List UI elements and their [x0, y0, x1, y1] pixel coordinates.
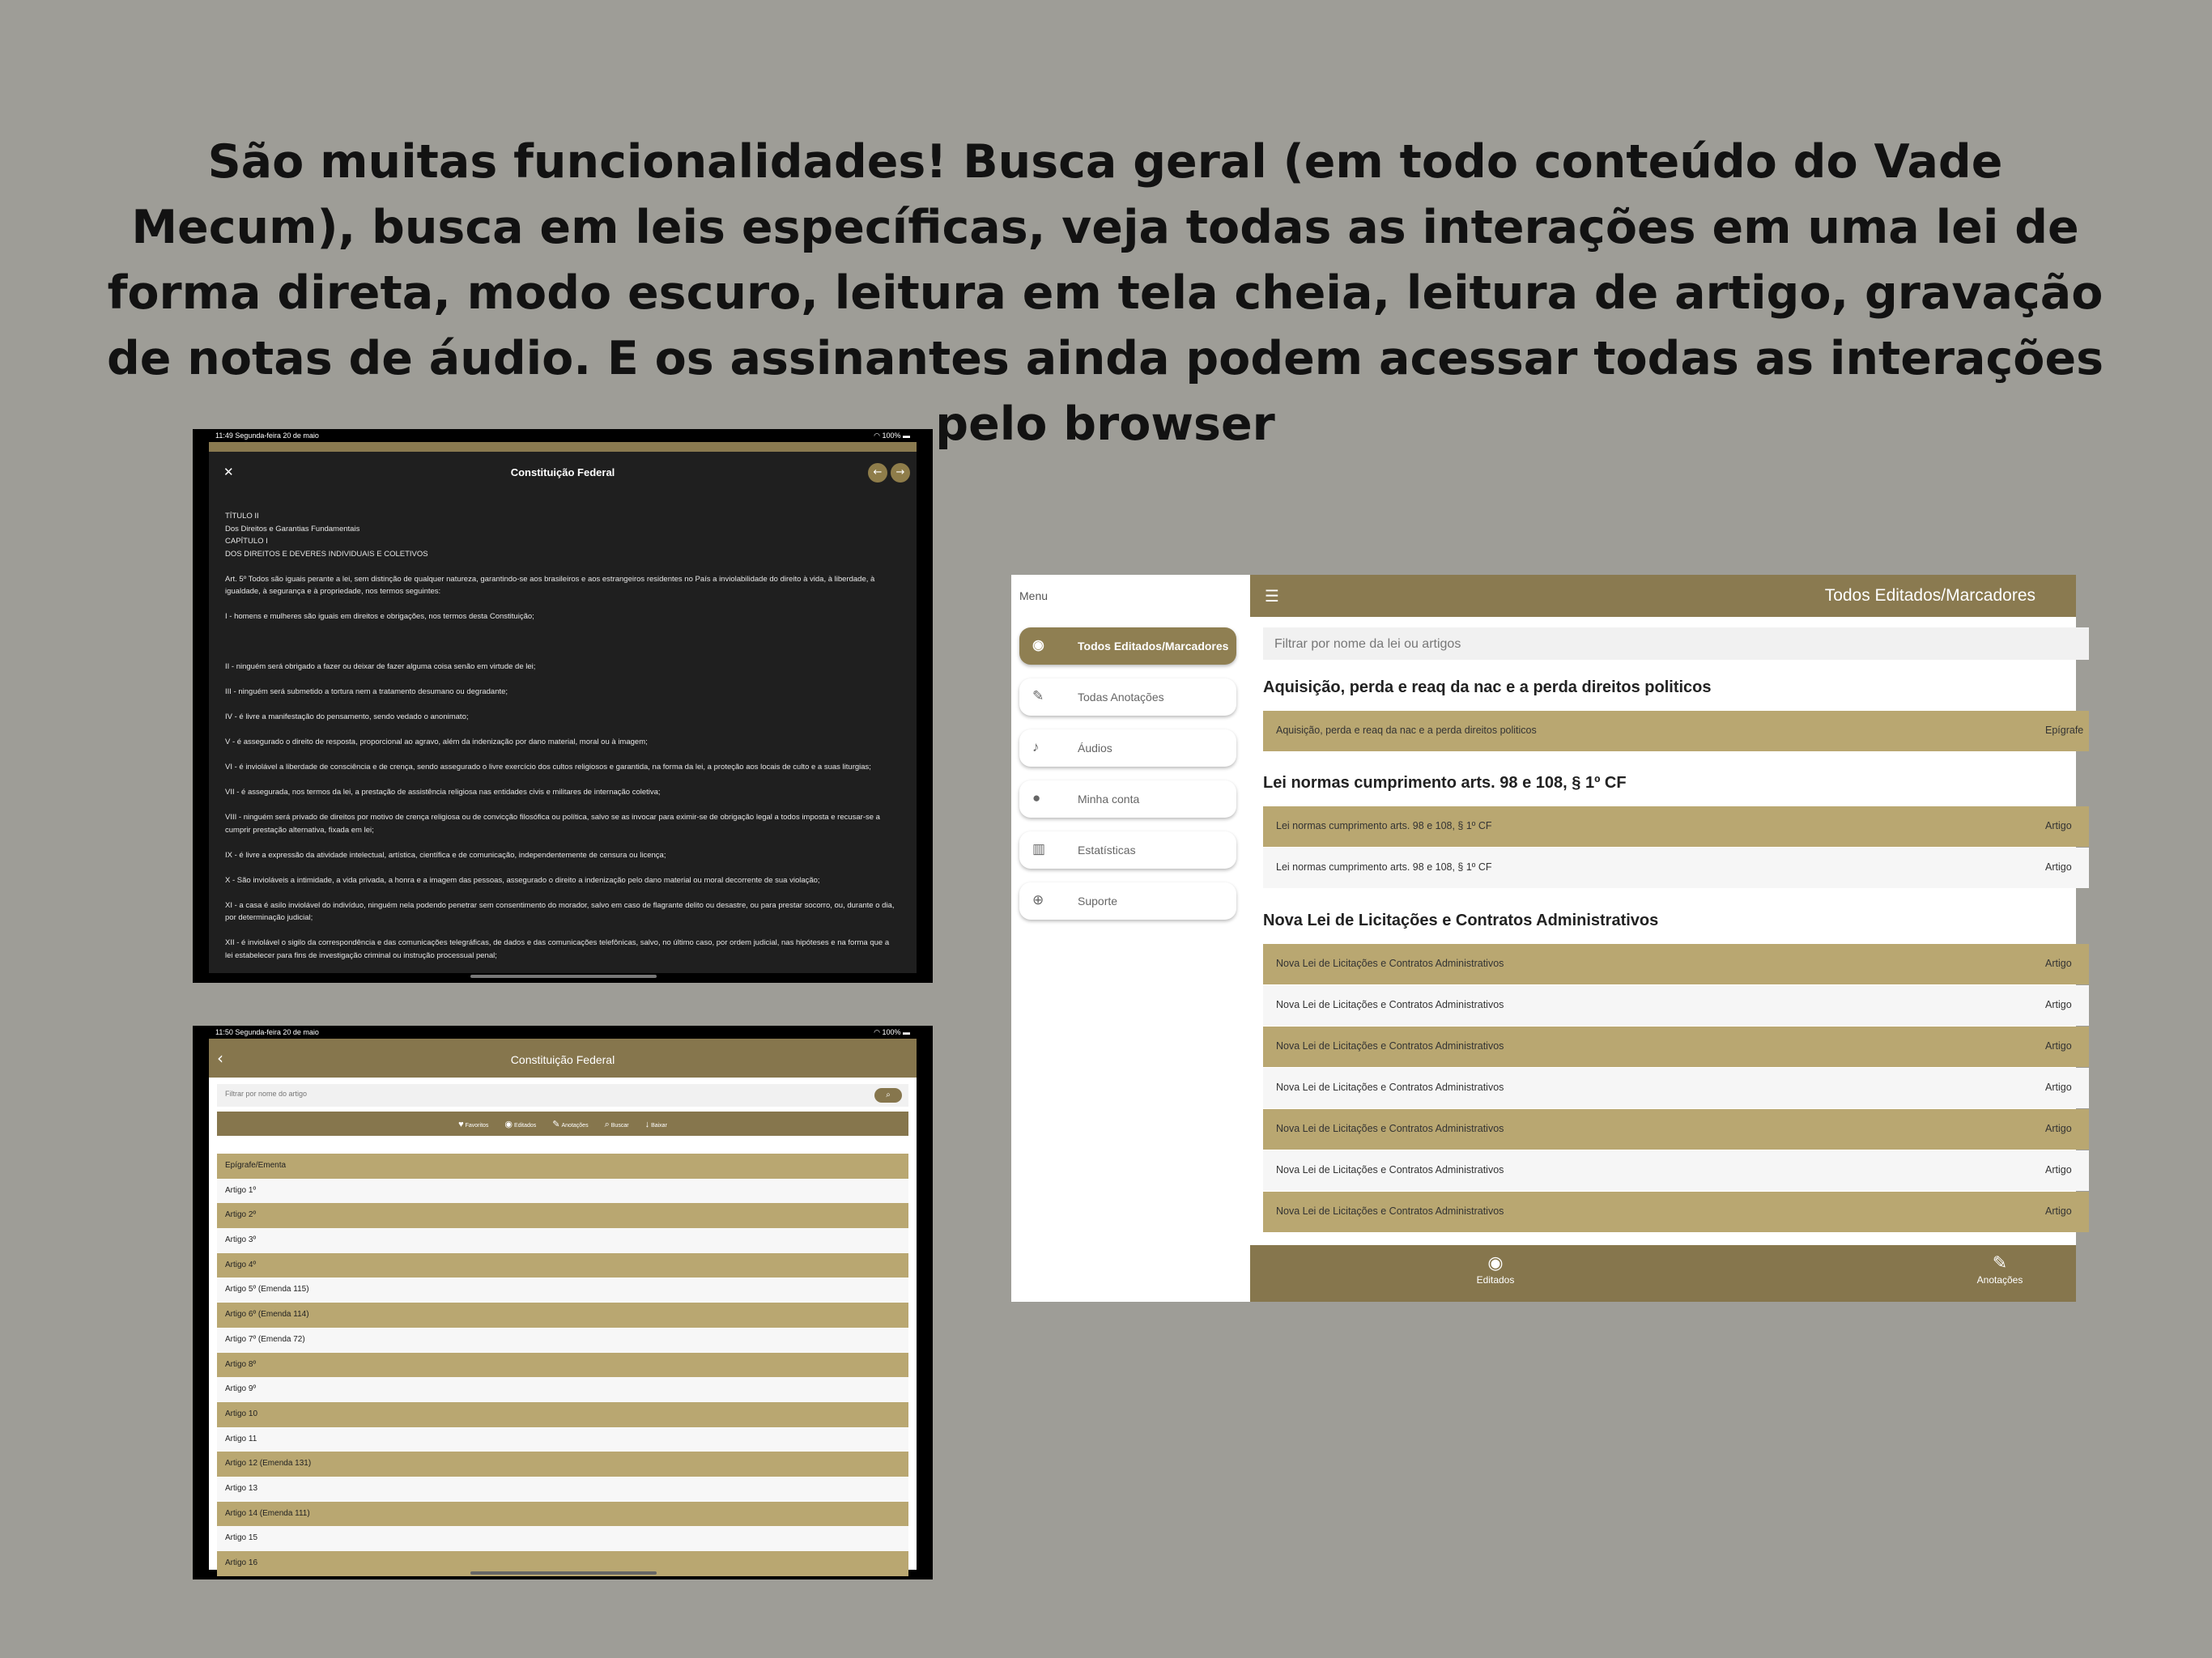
status-battery: ◠ 100% ▬: [874, 1028, 910, 1036]
arrow-left-icon: ←: [873, 466, 883, 478]
edited-row[interactable]: [1263, 806, 2089, 847]
article-row[interactable]: Artigo 4º: [217, 1253, 908, 1278]
edited-row-type: Artigo: [2045, 958, 2072, 969]
edited-row-type: Artigo: [2045, 1040, 2072, 1052]
bottom-navigation: [1250, 1245, 2076, 1302]
section-title: Nova Lei de Licitações e Contratos Administrativos: [1263, 912, 1659, 929]
sidebar-item-label: Todas Anotações: [1078, 691, 1164, 704]
toolbar-label: Baixar: [651, 1123, 667, 1129]
pencil-icon: ✎: [1032, 688, 1044, 704]
status-battery: ◠ 100% ▬: [874, 432, 910, 440]
palette-icon: ◉: [504, 1120, 513, 1129]
close-icon[interactable]: ✕: [223, 465, 234, 479]
toolbar-favoritos[interactable]: [458, 1120, 488, 1129]
battery-icon: ▬: [903, 432, 910, 440]
reader-heading-line: Dos Direitos e Garantias Fundamentais: [225, 524, 360, 534]
search-button[interactable]: [874, 1088, 902, 1103]
sidebar-item-label: Todos Editados/Marcadores: [1078, 640, 1229, 653]
reader-heading-line: TÍTULO II: [225, 512, 259, 521]
article-row[interactable]: Artigo 10: [217, 1402, 908, 1427]
status-bar: [193, 1026, 933, 1039]
bottom-tab-editados[interactable]: [1447, 1252, 1544, 1286]
articles-toolbar: [217, 1112, 908, 1136]
person-icon: ●: [1032, 790, 1041, 806]
article-filter-input[interactable]: [223, 1089, 793, 1099]
edited-row-name: Nova Lei de Licitações e Contratos Administrativos: [1276, 1205, 1504, 1217]
article-row[interactable]: Artigo 16: [217, 1551, 908, 1576]
toolbar-label: Favoritos: [465, 1123, 489, 1129]
edited-row-type: Artigo: [2045, 820, 2072, 831]
article-row[interactable]: Artigo 5º (Emenda 115): [217, 1278, 908, 1303]
toolbar-label: Buscar: [610, 1123, 629, 1129]
article-row[interactable]: Artigo 7º (Emenda 72): [217, 1328, 908, 1353]
edited-row-name: Nova Lei de Licitações e Contratos Administrativos: [1276, 1040, 1504, 1052]
article-row[interactable]: Artigo 8º: [217, 1353, 908, 1378]
toolbar-label: Anotações: [561, 1123, 589, 1129]
page-title: Todos Editados/Marcadores: [1824, 586, 2035, 605]
search-icon: ⌕: [604, 1120, 610, 1129]
edited-row-type: Artigo: [2045, 1205, 2072, 1217]
article-row[interactable]: Artigo 3º: [217, 1228, 908, 1253]
sidebar-item-todos-editados-marcadores[interactable]: [1019, 627, 1236, 665]
law-filter: [1263, 627, 2089, 660]
main-content: [1250, 575, 2084, 1302]
reader-paragraph: III - ninguém será submetido a tortura nem a tratamento desumano ou degradante;: [225, 687, 508, 696]
edited-row-name: Lei normas cumprimento arts. 98 e 108, § 1º CF: [1276, 861, 1492, 873]
sidebar-item-label: Estatísticas: [1078, 844, 1136, 857]
support-icon: ⊕: [1032, 892, 1044, 908]
top-app-bar: [1250, 575, 2076, 617]
sidebar-item-label: Áudios: [1078, 742, 1112, 755]
previous-article-button[interactable]: [868, 463, 887, 483]
article-row[interactable]: Artigo 15: [217, 1526, 908, 1551]
article-row[interactable]: Artigo 2º: [217, 1203, 908, 1228]
home-indicator: [470, 975, 657, 978]
reader-heading-line: CAPÍTULO I: [225, 537, 268, 546]
sidebar-item--udios[interactable]: [1019, 729, 1236, 767]
sidebar-item-estat-sticas[interactable]: [1019, 831, 1236, 869]
edited-row-type: Artigo: [2045, 999, 2072, 1010]
pencil-icon: ✎: [552, 1120, 560, 1129]
reader-paragraph: [225, 636, 897, 648]
article-row[interactable]: Artigo 9º: [217, 1377, 908, 1402]
reader-paragraph: I - homens e mulheres são iguais em direitos e obrigações, nos termos desta Constituição;: [225, 612, 534, 621]
heart-icon: ♥: [458, 1120, 464, 1129]
sidebar-item-label: Suporte: [1078, 895, 1118, 908]
music-note-icon: ♪: [1032, 739, 1040, 755]
reader-paragraph: XI - a casa é asilo inviolável do indivíduo, ninguém nela podendo penetrar sem consentimento do morador, salvo em caso de flagrante delito ou desastre, ou para prestar socorro, ou, durante o dia, por determinação judicial;: [225, 900, 895, 922]
article-row[interactable]: Artigo 14 (Emenda 111): [217, 1502, 908, 1527]
search-icon: ⌕: [886, 1090, 891, 1099]
wifi-icon: ◠: [874, 1028, 883, 1036]
article-row[interactable]: Epígrafe/Ementa: [217, 1154, 908, 1179]
bottom-tab-anotações[interactable]: [1951, 1252, 2048, 1286]
reader-paragraph: VII - é assegurada, nos termos da lei, a prestação de assistência religiosa nas entidades civis e militares de internação coletiva;: [225, 788, 661, 797]
article-row[interactable]: Artigo 6º (Emenda 114): [217, 1303, 908, 1328]
wifi-icon: ◠: [874, 432, 883, 440]
reader-paragraph: VI - é inviolável a liberdade de consciência e de crença, sendo assegurado o livre exercício dos cultos religiosos e garantida, na forma da lei, a proteção aos locais de culto e a suas liturgias;: [225, 763, 871, 772]
edited-row[interactable]: [1263, 1068, 2089, 1108]
reader-paragraph: II - ninguém será obrigado a fazer ou deixar de fazer alguma coisa senão em virtude de lei;: [225, 662, 536, 671]
palette-icon: ◉: [1487, 1252, 1504, 1273]
article-row[interactable]: Artigo 12 (Emenda 131): [217, 1452, 908, 1477]
edited-row-name: Lei normas cumprimento arts. 98 e 108, § 1º CF: [1276, 820, 1492, 831]
edited-row[interactable]: [1263, 1027, 2089, 1067]
reader-paragraph: V - é assegurado o direito de resposta, proporcional ao agravo, além da indenização por dano material, moral ou à imagem;: [225, 738, 648, 746]
reader-top-accent: [209, 442, 917, 452]
section-title: Lei normas cumprimento arts. 98 e 108, § 1º CF: [1263, 774, 1627, 792]
bottom-tab-label: Editados: [1476, 1274, 1515, 1286]
edited-row[interactable]: [1263, 711, 2089, 751]
sidebar-item-todas-anota-es[interactable]: [1019, 678, 1236, 716]
status-time: 11:49 Segunda-feira 20 de maio: [215, 432, 319, 440]
articles-panel: [209, 1039, 917, 1570]
edited-row-type: Artigo: [2045, 1123, 2072, 1134]
articles-title: Constituição Federal: [510, 1053, 615, 1066]
toolbar-anotações[interactable]: [552, 1119, 588, 1129]
status-time: 11:50 Segunda-feira 20 de maio: [215, 1028, 319, 1036]
pencil-icon: ✎: [1992, 1252, 2008, 1273]
reader-paragraph: XII - é inviolável o sigilo da correspondência e das comunicações telegráficas, de dados e das comunicações telefônicas, salvo, no último caso, por ordem judicial, nas hipóteses e na forma que a lei estabelecer para fins de investigação criminal ou instrução processual penal;: [225, 938, 890, 960]
sidebar-item-suporte[interactable]: [1019, 882, 1236, 920]
chart-icon: ▥: [1032, 841, 1046, 857]
edited-row-type: Artigo: [2045, 861, 2072, 873]
battery-icon: ▬: [903, 1028, 910, 1036]
palette-icon: ◉: [1032, 637, 1044, 653]
reader-paragraph: IV - é livre a manifestação do pensamento, sendo vedado o anonimato;: [225, 712, 469, 721]
edited-row-name: Nova Lei de Licitações e Contratos Administrativos: [1276, 1164, 1504, 1175]
arrow-right-icon: →: [895, 466, 905, 478]
back-icon[interactable]: ‹: [217, 1048, 223, 1068]
edited-row-type: Epígrafe: [2045, 725, 2084, 736]
law-filter-input[interactable]: [1273, 636, 2005, 653]
toolbar-baixar[interactable]: [645, 1120, 667, 1129]
edited-row-name: Aquisição, perda e reaq da nac e a perda direitos politicos: [1276, 725, 1537, 736]
edited-row-name: Nova Lei de Licitações e Contratos Administrativos: [1276, 1123, 1504, 1134]
sidebar-item-minha-conta[interactable]: [1019, 780, 1236, 818]
web-app: [1011, 575, 2084, 1302]
reader-heading-line: DOS DIREITOS E DEVERES INDIVIDUAIS E COLETIVOS: [225, 549, 428, 559]
edited-row-type: Artigo: [2045, 1082, 2072, 1093]
edited-row[interactable]: [1263, 944, 2089, 984]
edited-row[interactable]: [1263, 848, 2089, 888]
next-article-button[interactable]: [891, 463, 910, 483]
article-row[interactable]: Artigo 13: [217, 1477, 908, 1502]
bottom-tab-label: Anotações: [1976, 1274, 2023, 1286]
reader-paragraph: X - São invioláveis a intimidade, a vida privada, a honra e a imagem das pessoas, assegurado o direito a indenização pelo dano material ou moral decorrente de sua violação;: [225, 875, 820, 885]
edited-row-type: Artigo: [2045, 1164, 2072, 1175]
reader-paragraph: IX - é livre a expressão da atividade intelectual, artística, científica e de comunicação, independentemente de censura ou licença;: [225, 850, 666, 860]
edited-row[interactable]: [1263, 1150, 2089, 1191]
home-indicator: [470, 1571, 657, 1575]
article-filter: [217, 1084, 908, 1107]
reader-panel: [209, 442, 917, 973]
article-row[interactable]: Artigo 11: [217, 1427, 908, 1452]
toolbar-label: Editados: [514, 1123, 537, 1129]
headline: São muitas funcionalidades! Busca geral (em todo conteúdo do Vade Mecum), busca em leis específicas, veja todas as interações em uma lei de forma direta, modo escuro, leitura em tela cheia, leitura de artigo, gravação de notas de áudio. E os assinantes ainda podem acessar todas as interações pelo browser: [106, 135, 2104, 451]
reader-paragraph: Art. 5º Todos são iguais perante a lei, sem distinção de qualquer natureza, garantindo-se aos brasileiros e aos estrangeiros residentes no País a inviolabilidade do direito à vida, à liberdade, à igualdade, à segurança e à propriedade, nos termos seguintes:: [225, 574, 875, 596]
articles-toolbar-items: [217, 1119, 908, 1130]
reader-screen: [193, 429, 933, 983]
reader-title: Constituição Federal: [510, 466, 615, 478]
articles-header: [209, 1039, 917, 1078]
article-list: [217, 1154, 908, 1576]
article-row[interactable]: Artigo 1º: [217, 1179, 908, 1204]
status-bar: [193, 429, 933, 442]
edited-row-name: Nova Lei de Licitações e Contratos Administrativos: [1276, 958, 1504, 969]
sidebar: [1011, 575, 1249, 1302]
edited-row[interactable]: [1263, 1109, 2089, 1150]
edited-row-name: Nova Lei de Licitações e Contratos Administrativos: [1276, 999, 1504, 1010]
toolbar-editados[interactable]: [504, 1119, 536, 1129]
toolbar-buscar[interactable]: [605, 1120, 629, 1130]
hamburger-menu-icon[interactable]: ☰: [1265, 586, 1279, 606]
reader-heading: [225, 510, 897, 560]
edited-row-name: Nova Lei de Licitações e Contratos Administrativos: [1276, 1082, 1504, 1093]
menu-label: Menu: [1019, 589, 1049, 602]
articles-screen: [193, 1026, 933, 1579]
reader-paragraphs: [225, 573, 897, 963]
edited-row[interactable]: [1263, 1192, 2089, 1232]
sidebar-item-label: Minha conta: [1078, 793, 1140, 806]
reader-text: [225, 510, 897, 975]
edited-row[interactable]: [1263, 985, 2089, 1026]
section-title: Aquisição, perda e reaq da nac e a perda direitos politicos: [1263, 678, 1712, 696]
download-icon: ↓: [644, 1120, 650, 1129]
reader-paragraph: VIII - ninguém será privado de direitos por motivo de crença religiosa ou de convicção filosófica ou política, salvo se as invocar para eximir-se de obrigação legal a todos imposta e recusar-se a cumprir prestação alternativa, fixada em lei;: [225, 813, 880, 835]
